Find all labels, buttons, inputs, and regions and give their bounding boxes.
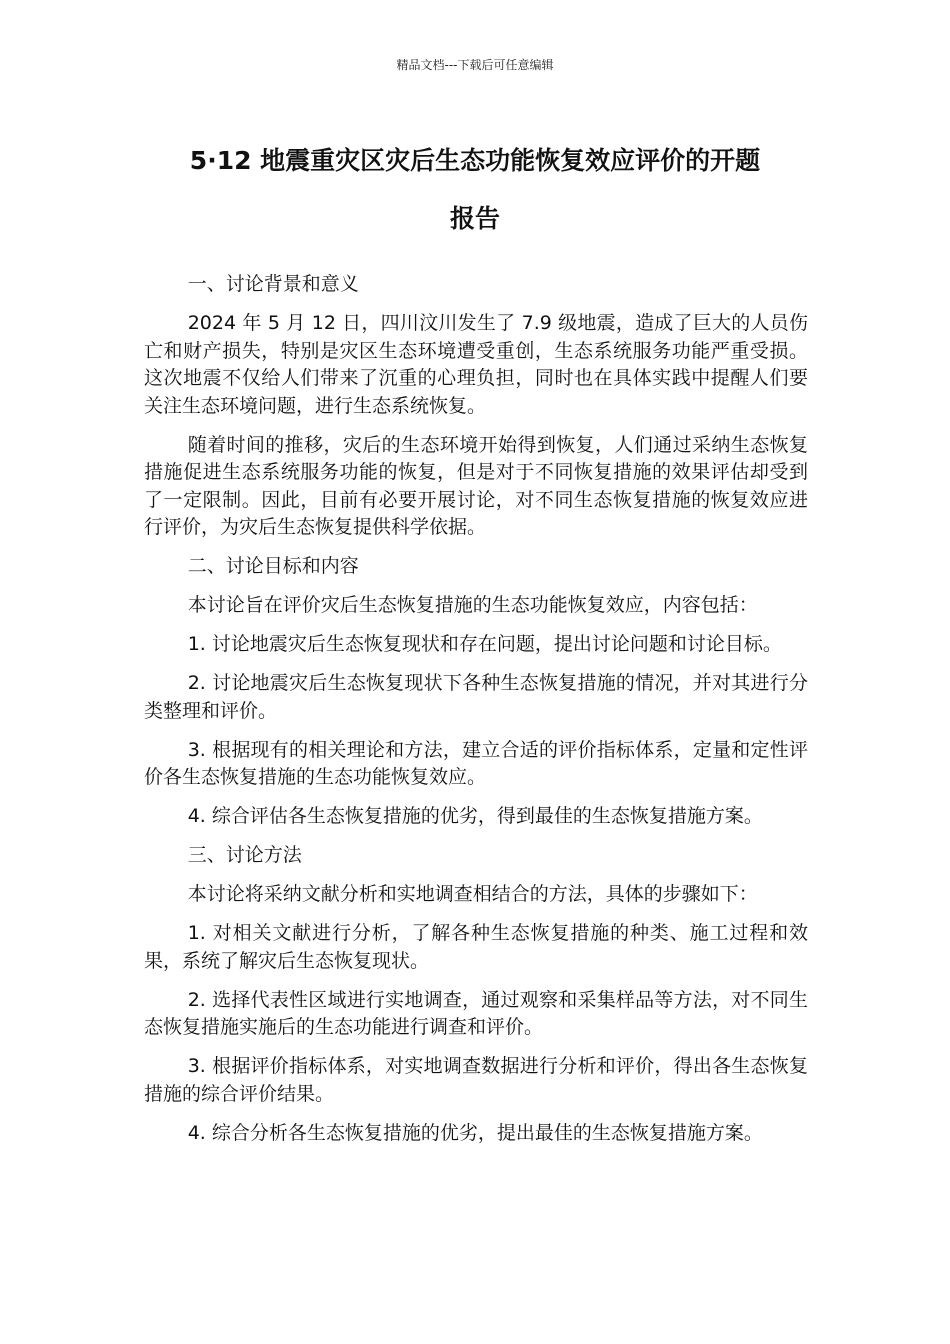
section-heading-background: 一、讨论背景和意义 xyxy=(187,273,359,295)
title-line-1: 5·12 地震重灾区灾后生态功能恢复效应评价的开题 xyxy=(189,146,761,175)
title-line-2: 报告 xyxy=(449,204,500,233)
list-item-method-1: 1. 对相关文献进行分析，了解各种生态恢复措施的种类、施工过程和效果，系统了解灾后生态恢复现状。 xyxy=(144,922,808,972)
paragraph-background-1: 2024 年 5 月 12 日，四川汶川发生了 7.9 级地震，造成了巨大的人员伤亡和财产损失，特别是灾区生态环境遭受重创，生态系统服务功能严重受损。这次地震不仅给人们带来了沉重的心理负担，同时也在具体实践中提醒人们要关注生态环境问题，进行生态系统恢复。 xyxy=(144,312,808,417)
list-item-objective-3: 3. 根据现有的相关理论和方法，建立合适的评价指标体系，定量和定性评价各生态恢复措施的生态功能恢复效应。 xyxy=(144,738,808,788)
paragraph-methods-intro: 本讨论将采纳文献分析和实地调查相结合的方法，具体的步骤如下： xyxy=(187,883,758,905)
paragraph-background-2: 随着时间的推移，灾后的生态环境开始得到恢复，人们通过采纳生态恢复措施促进生态系统服务功能的恢复，但是对于不同恢复措施的效果评估却受到了一定限制。因此，目前有必要开展讨论，对不同生态恢复措施的恢复效应进行评价，为灾后生态恢复提供科学依据。 xyxy=(144,433,808,538)
document-title xyxy=(140,132,810,248)
document-body xyxy=(144,271,808,1159)
list-item-method-3: 3. 根据评价指标体系，对实地调查数据进行分析和评价，得出各生态恢复措施的综合评价结果。 xyxy=(144,1055,808,1105)
paragraph-objectives-intro: 本讨论旨在评价灾后生态恢复措施的生态功能恢复效应，内容包括： xyxy=(187,594,758,616)
list-item-objective-4: 4. 综合评估各生态恢复措施的优劣，得到最佳的生态恢复措施方案。 xyxy=(187,805,763,827)
list-item-objective-2: 2. 讨论地震灾后生态恢复现状下各种生态恢复措施的情况，并对其进行分类整理和评价。 xyxy=(144,672,808,722)
list-item-objective-1: 1. 讨论地震灾后生态恢复现状和存在问题，提出讨论问题和讨论目标。 xyxy=(187,633,782,655)
list-item-method-2: 2. 选择代表性区域进行实地调查，通过观察和采集样品等方法，对不同生态恢复措施实施后的生态功能进行调查和评价。 xyxy=(144,988,808,1038)
page-header: 精品文档---下载后可任意编辑 xyxy=(396,58,554,72)
section-heading-methods: 三、讨论方法 xyxy=(187,844,302,866)
section-heading-objectives: 二、讨论目标和内容 xyxy=(187,555,359,577)
list-item-method-4: 4. 综合分析各生态恢复措施的优劣，提出最佳的生态恢复措施方案。 xyxy=(187,1121,763,1144)
